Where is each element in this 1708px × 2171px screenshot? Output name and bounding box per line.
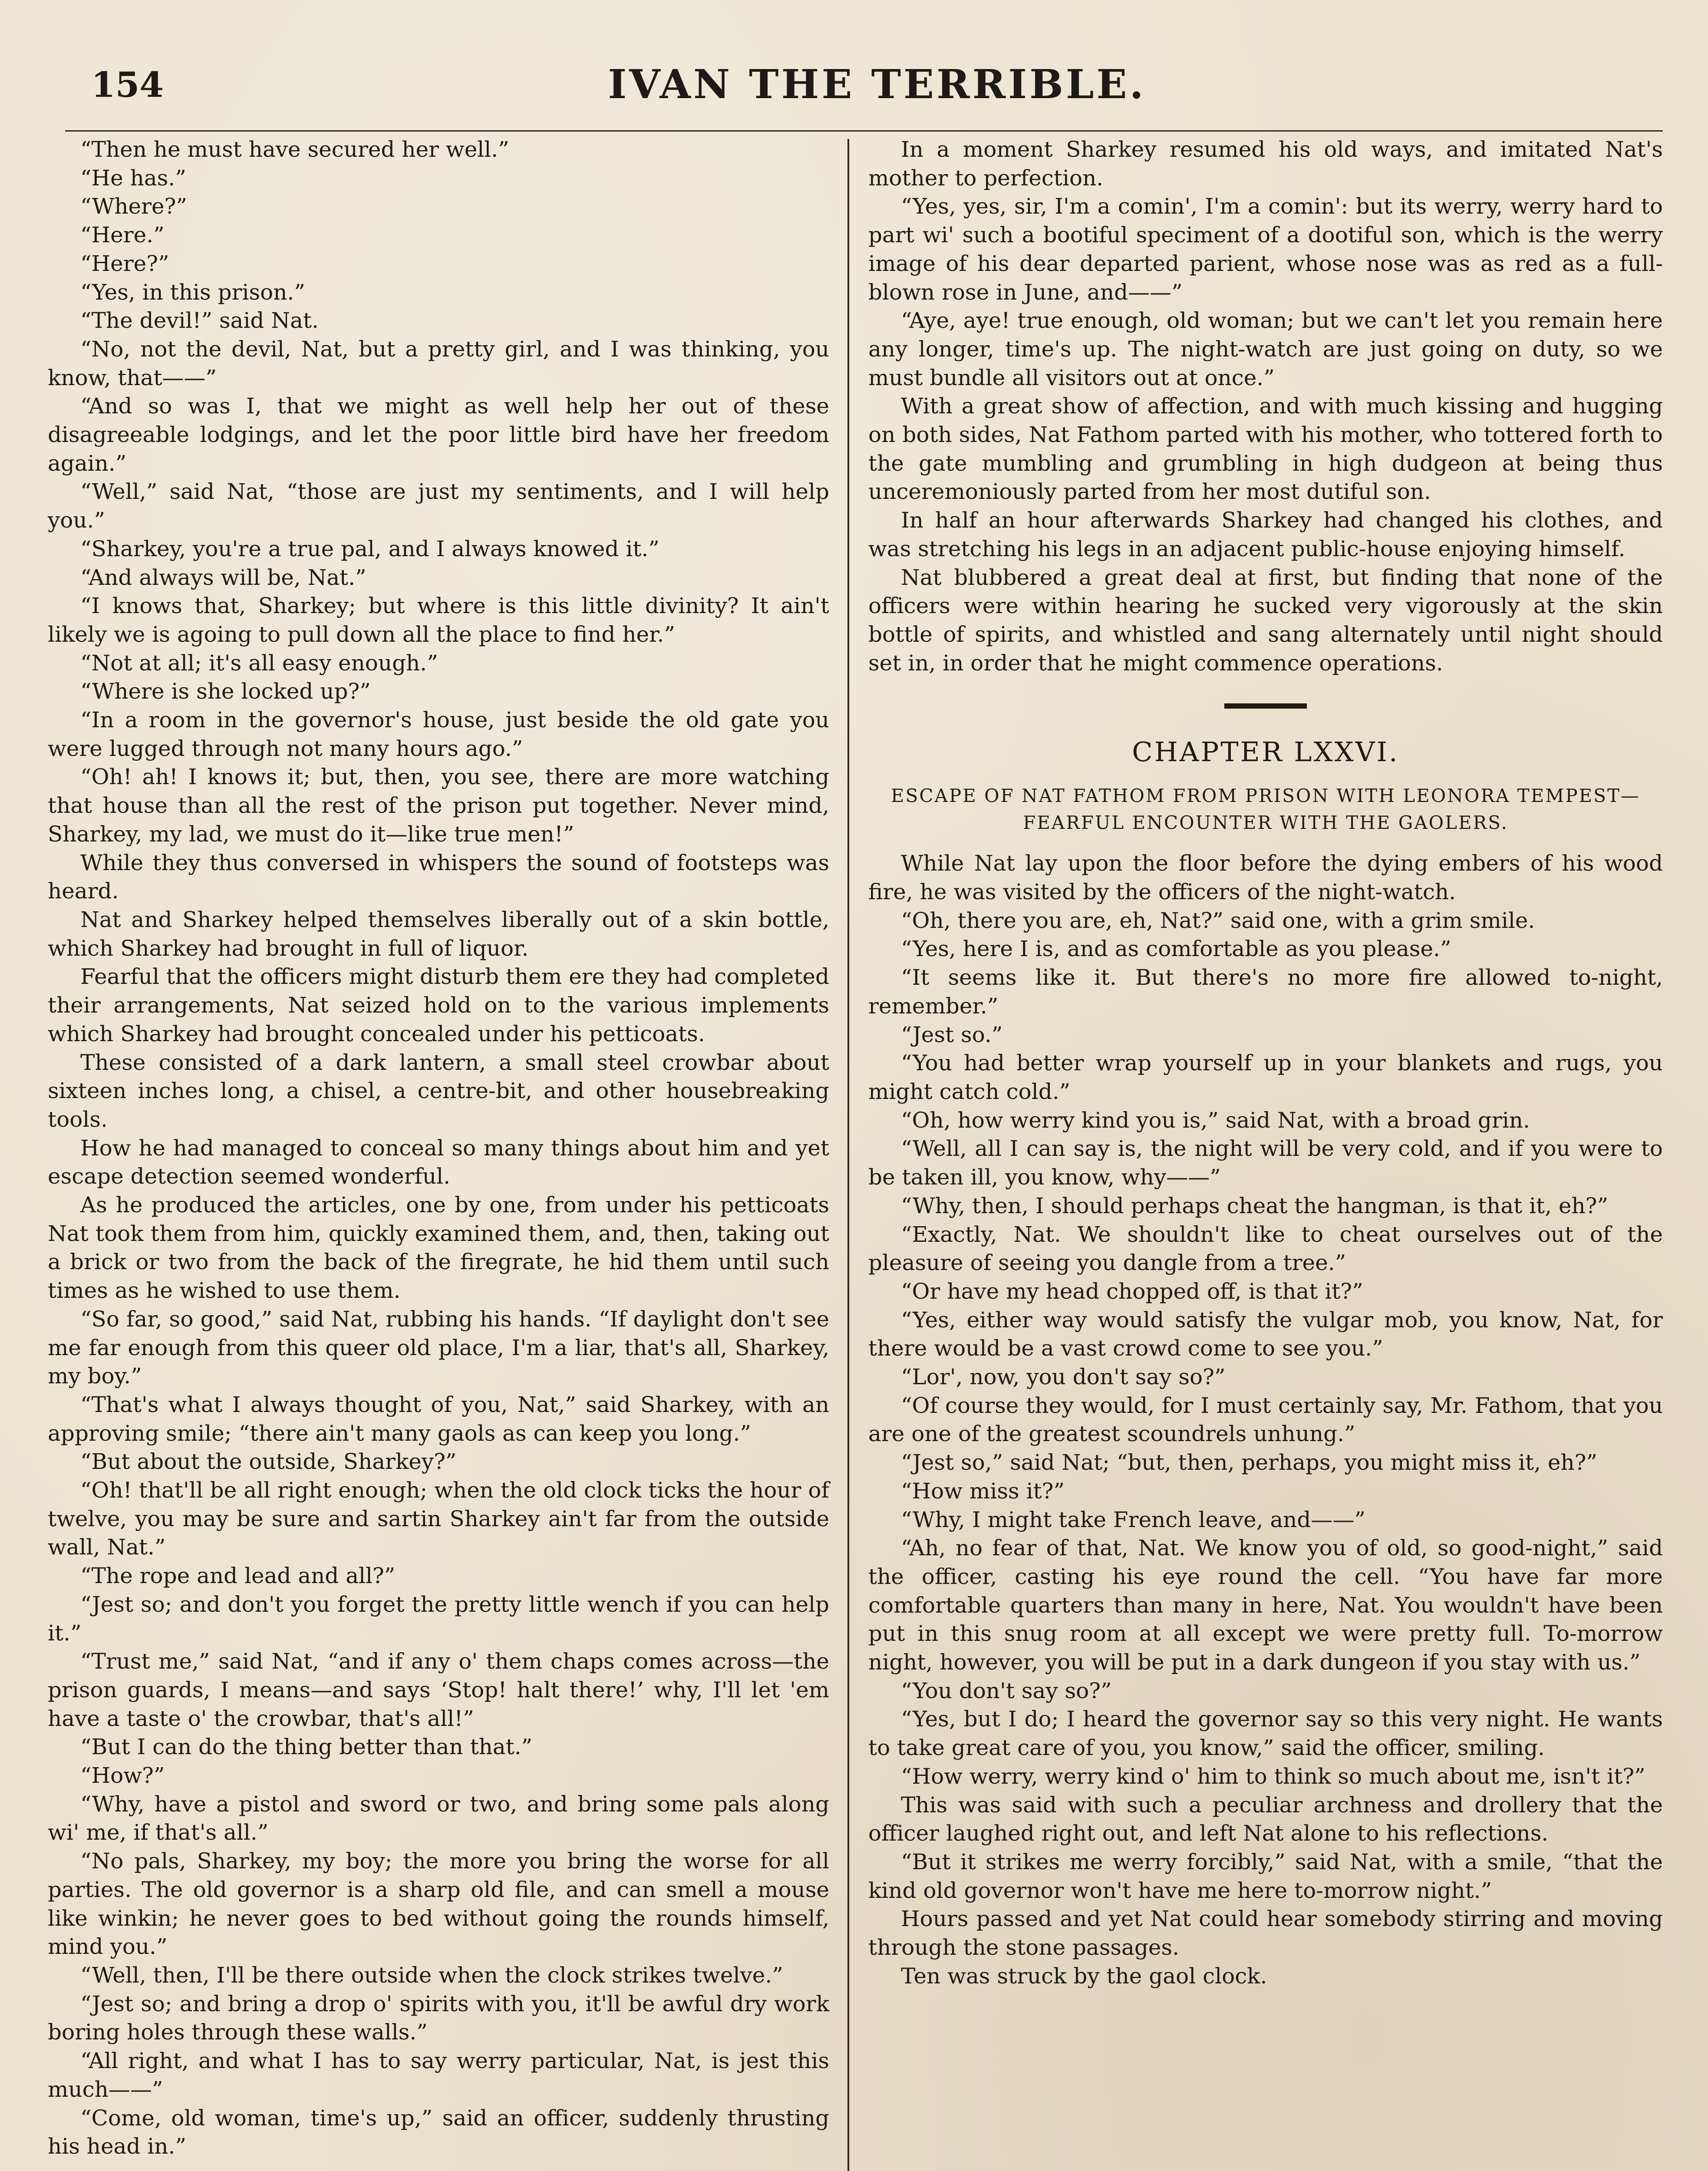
left-column	[48, 135, 829, 2161]
paragraph: “Oh, how werry kind you is,” said Nat, with a broad grin.	[901, 1107, 1530, 1133]
chapter-title: CHAPTER LXXVI.	[1132, 736, 1399, 768]
paragraph: “He has.”	[80, 165, 186, 191]
paragraph: “In a room in the governor's house, just beside the old gate you were lugged through not many hours ago.”	[48, 707, 829, 761]
paragraph: With a great show of affection, and with much kissing and hugging on both sides, Nat Fathom parted with his mother, who tottered forth to the gate mumbling and grumbling in high dudgeon at being thus unceremoniously parted from her most dutiful son.	[868, 393, 1663, 505]
paragraph: Fearful that the officers might disturb them ere they had completed their arrangements, Nat seized hold on to the various implements which Sharkey had brought concealed under his petticoats.	[48, 964, 829, 1046]
paragraph: “Aye, aye! true enough, old woman; but we can't let you remain here any longer, time's up. The night-watch are just going on duty, so we must bundle all visitors out at once.”	[868, 308, 1663, 390]
paragraph: “No, not the devil, Nat, but a pretty girl, and I was thinking, you know, that——”	[48, 336, 829, 390]
header-rule	[65, 130, 1663, 132]
paragraph: “Ah, no fear of that, Nat. We know you of old, so good-night,” said the officer, casting his eye round the cell. “You have far more comfortable quarters than many in here, Nat. You wouldn't have been put in this snug room at all except we were pretty full. To-morrow night, however, you will be put in a dark dungeon if you stay with us.”	[868, 1535, 1663, 1675]
paragraph: “Oh, there you are, eh, Nat?” said one, with a grim smile.	[901, 907, 1535, 933]
paragraph: “Well,” said Nat, “those are just my sentiments, and I will help you.”	[48, 479, 829, 533]
paragraph: This was said with such a peculiar archness and drollery that the officer laughed right out, and left Nat alone to his reflections.	[868, 1792, 1663, 1846]
paragraph: As he produced the articles, one by one, from under his petticoats Nat took them from him, quickly examined them, and, then, taking out a brick or two from the back of the firegrate, he hid them until such times as he wished to use them.	[48, 1192, 829, 1303]
paragraph: “Here?”	[80, 251, 169, 276]
paragraph: Nat and Sharkey helped themselves liberally out of a skin bottle, which Sharkey had brought in full of liquor.	[48, 907, 829, 961]
paragraph: How he had managed to conceal so many things about him and yet escape detection seemed wonderful.	[48, 1135, 829, 1189]
paragraph: “Yes, here I is, and as comfortable as you please.”	[901, 936, 1451, 962]
paragraph: “Jest so.”	[901, 1022, 1003, 1047]
paragraph: These consisted of a dark lantern, a small steel crowbar about sixteen inches long, a chisel, a centre-bit, and other housebreaking tools.	[48, 1049, 829, 1132]
column-divider	[847, 139, 849, 2171]
paragraph: “Lor', now, you don't say so?”	[901, 1364, 1226, 1390]
paragraph: “You had better wrap yourself up in your blankets and rugs, you might catch cold.”	[868, 1050, 1663, 1104]
paragraph: “No pals, Sharkey, my boy; the more you bring the worse for all parties. The old governor is a sharp old file, and can smell a mouse like winkin; he never goes to bed without going the rounds himself, mind you.”	[48, 1848, 829, 1960]
paragraph: “Yes, either way would satisfy the vulgar mob, you know, Nat, for there would be a vast crowd come to see you.”	[868, 1307, 1663, 1361]
paragraph: “You don't say so?”	[901, 1678, 1112, 1703]
paragraph: “How miss it?”	[901, 1478, 1065, 1504]
paragraph: “Jest so; and bring a drop o' spirits with you, it'll be awful dry work boring holes through these walls.”	[48, 1991, 829, 2045]
paragraph: “That's what I always thought of you, Nat,” said Sharkey, with an approving smile; “there ain't many gaols as can keep you long.”	[48, 1392, 829, 1446]
paragraph: “It seems like it. But there's no more fire allowed to-night, remember.”	[868, 965, 1663, 1019]
paragraph: “Trust me,” said Nat, “and if any o' them chaps comes across—the prison guards, I means—and says ‘Stop! halt there!’ why, I'll let 'em have a taste o' the crowbar, that's all!”	[48, 1649, 829, 1731]
paragraph: “How werry, werry kind o' him to think so much about me, isn't it?”	[901, 1763, 1645, 1789]
paragraph: “But it strikes me werry forcibly,” said Nat, with a smile, “that the kind old governor won't have me here to-morrow night.”	[868, 1849, 1663, 1903]
chapter-subtitle: ESCAPE OF NAT FATHOM FROM PRISON WITH LEONORA TEMPEST—FEARFUL ENCOUNTER WITH THE GAOLERS.	[890, 785, 1641, 834]
paragraph: In half an hour afterwards Sharkey had changed his clothes, and was stretching his legs in an adjacent public-house enjoying himself.	[868, 508, 1663, 561]
right-column-bottom-text	[868, 849, 1663, 1990]
paragraph: “But I can do the thing better than that.”	[80, 1734, 533, 1760]
paragraph: “Yes, in this prison.”	[80, 279, 305, 305]
paragraph: “But about the outside, Sharkey?”	[80, 1449, 457, 1475]
paragraph: “Where is she locked up?”	[80, 679, 371, 704]
right-column-top-text	[868, 135, 1663, 677]
paragraph: “Oh! ah! I knows it; but, then, you see, there are more watching that house than all the rest of the prison put together. Never mind, Sharkey, my lad, we must do it—like true men!”	[48, 764, 829, 847]
paragraph: Ten was struck by the gaol clock.	[901, 1963, 1267, 1989]
paragraph: “Then he must have secured her well.”	[80, 137, 509, 162]
paragraph: “Here.”	[80, 222, 165, 248]
paragraph: “Why, then, I should perhaps cheat the hangman, is that it, eh?”	[901, 1193, 1609, 1218]
paragraph: “Exactly, Nat. We shouldn't like to cheat ourselves out of the pleasure of seeing you dangle from a tree.”	[868, 1221, 1663, 1276]
running-title: IVAN THE TERRIBLE.	[608, 61, 1146, 108]
paragraph: “Not at all; it's all easy enough.”	[80, 650, 438, 676]
paragraph: Hours passed and yet Nat could hear somebody stirring and moving through the stone passages.	[868, 1906, 1663, 1960]
paragraph: “Why, I might take French leave, and——”	[901, 1507, 1365, 1532]
paragraph: “Well, then, I'll be there outside when the clock strikes twelve.”	[80, 1963, 783, 1988]
paragraph: “Yes, but I do; I heard the governor say so this very night. He wants to take great care of you, you know,” said the officer, smiling.	[868, 1706, 1663, 1761]
paragraph: While they thus conversed in whispers the sound of footsteps was heard.	[48, 850, 829, 904]
paragraph: “Where?”	[80, 194, 187, 219]
page-number: 154	[91, 64, 164, 105]
paragraph: “Jest so,” said Nat; “but, then, perhaps, you might miss it, eh?”	[901, 1450, 1598, 1475]
paragraph: “Oh! that'll be all right enough; when the old clock ticks the hour of twelve, you may be sure and sartin Sharkey ain't far from the outside wall, Nat.”	[48, 1478, 829, 1560]
paragraph: “And so was I, that we might as well help her out of these disagreeable lodgings, and let the poor little bird have her freedom again.”	[48, 393, 829, 476]
paragraph: “All right, and what I has to say werry particular, Nat, is jest this much——”	[48, 2048, 829, 2102]
paragraph: “Sharkey, you're a true pal, and I always knowed it.”	[80, 536, 659, 561]
paragraph: “The rope and lead and all?”	[80, 1563, 396, 1589]
paragraph: Nat blubbered a great deal at first, but finding that none of the officers were within hearing he sucked very vigorously at the skin bottle of spirits, and whistled and sang alternately until night should set in, in order that he might commence operations.	[868, 564, 1663, 676]
paragraph: While Nat lay upon the floor before the dying embers of his wood fire, he was visited by the officers of the night-watch.	[868, 851, 1663, 905]
paragraph: “Why, have a pistol and sword or two, and bring some pals along wi' me, if that's all.”	[48, 1791, 829, 1845]
paragraph: “Of course they would, for I must certainly say, Mr. Fathom, that you are one of the greatest scoundrels unhung.”	[868, 1392, 1663, 1447]
paragraph: In a moment Sharkey resumed his old ways, and imitated Nat's mother to perfection.	[868, 137, 1663, 191]
paragraph: “Come, old woman, time's up,” said an officer, suddenly thrusting his head in.”	[48, 2105, 829, 2159]
paragraph: “Yes, yes, sir, I'm a comin', I'm a comin': but its werry, werry hard to part wi' such a bootiful speciment of a dootiful son, which is the werry image of his dear departed parient, whose nose was as red as a full-blown rose in June, and——”	[868, 194, 1663, 305]
paragraph: “How?”	[80, 1763, 165, 1788]
paragraph: “And always will be, Nat.”	[80, 564, 366, 590]
section-rule	[1224, 703, 1307, 709]
paragraph: “I knows that, Sharkey; but where is this little divinity? It ain't likely we is agoing to pull down all the place to find her.”	[48, 593, 829, 647]
paragraph: “Jest so; and don't you forget the pretty little wench if you can help it.”	[48, 1591, 829, 1646]
page-header	[91, 61, 1663, 126]
paragraph: “Or have my head chopped off, is that it?”	[901, 1278, 1363, 1304]
paragraph: “The devil!” said Nat.	[80, 308, 319, 333]
paragraph: “So far, so good,” said Nat, rubbing his hands. “If daylight don't see me far enough from this queer old place, I'm a liar, that's all, Sharkey, my boy.”	[48, 1306, 829, 1389]
right-column	[868, 135, 1663, 1990]
paragraph: “Well, all I can say is, the night will be very cold, and if you were to be taken ill, you know, why——”	[868, 1136, 1663, 1190]
